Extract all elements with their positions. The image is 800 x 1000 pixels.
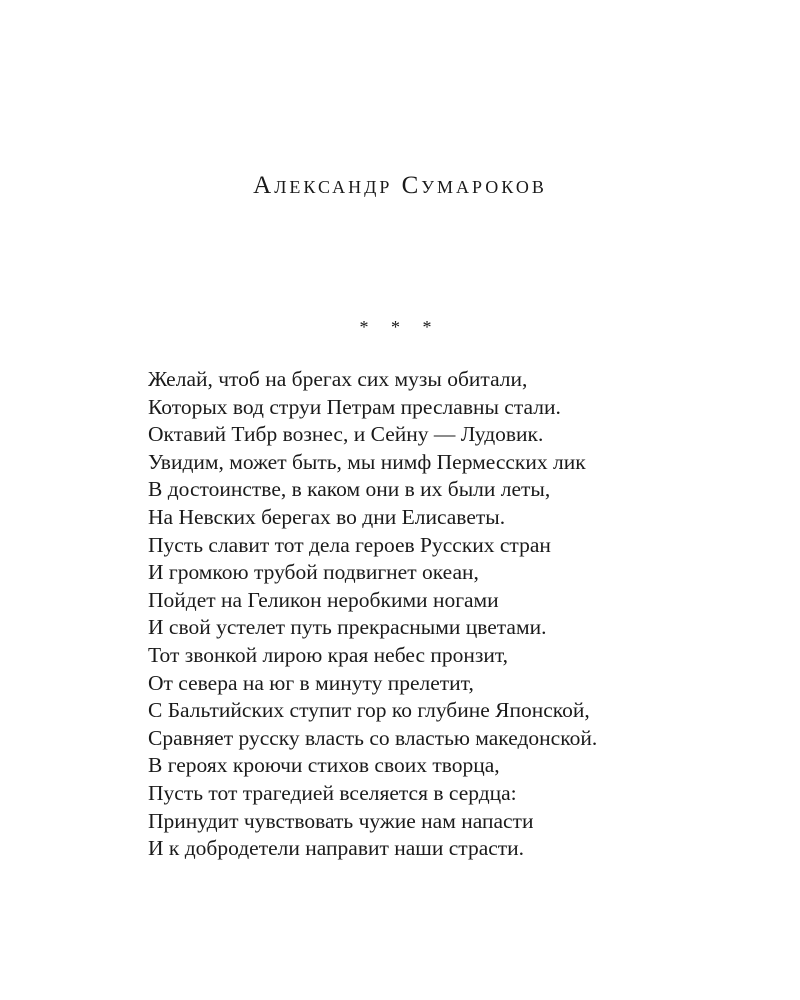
- poem-line: И громкою трубой подвигнет океан,: [148, 560, 479, 585]
- poem-line: Октавий Тибр вознес, и Сейну — Лудовик.: [148, 422, 544, 447]
- poem-line: Которых вод струи Петрам преславны стали.: [148, 394, 561, 419]
- poem-line: Пусть славит тот дела героев Русских стран: [148, 532, 551, 557]
- poem-line: От севера на юг в минуту прелетит,: [148, 670, 474, 695]
- poem-line: Принудит чувствовать чужие нам напасти: [148, 808, 534, 833]
- poem-line: Пусть тот трагедией вселяется в сердца:: [148, 780, 517, 805]
- poem-line: И к добродетели направит наши страсти.: [148, 836, 525, 861]
- poem-line: Тот звонкой лирою края небес пронзит,: [148, 642, 509, 667]
- author-heading: Александр Сумароков: [253, 172, 547, 199]
- poem-line: В достоинстве, в каком они в их были леты,: [148, 477, 551, 502]
- poem-line: С Бальтийских ступит гор ко глубине Японской,: [148, 698, 590, 723]
- poem-line: Пойдет на Геликон неробкими ногами: [148, 587, 499, 612]
- poem-line: На Невских берегах во дни Елисаветы.: [148, 504, 506, 529]
- poem-line: И свой устелет путь прекрасными цветами.: [148, 615, 547, 640]
- poem-line: Сравняет русску власть со властью македонской.: [148, 725, 598, 750]
- poem-line: В героях кроючи стихов своих творца,: [148, 753, 500, 778]
- poem-line: Увидим, может быть, мы нимф Пермесских лик: [148, 449, 586, 474]
- poem-text: [148, 366, 748, 863]
- section-divider: * * *: [359, 317, 441, 337]
- poem-line: Желай, чтоб на брегах сих музы обитали,: [148, 367, 528, 391]
